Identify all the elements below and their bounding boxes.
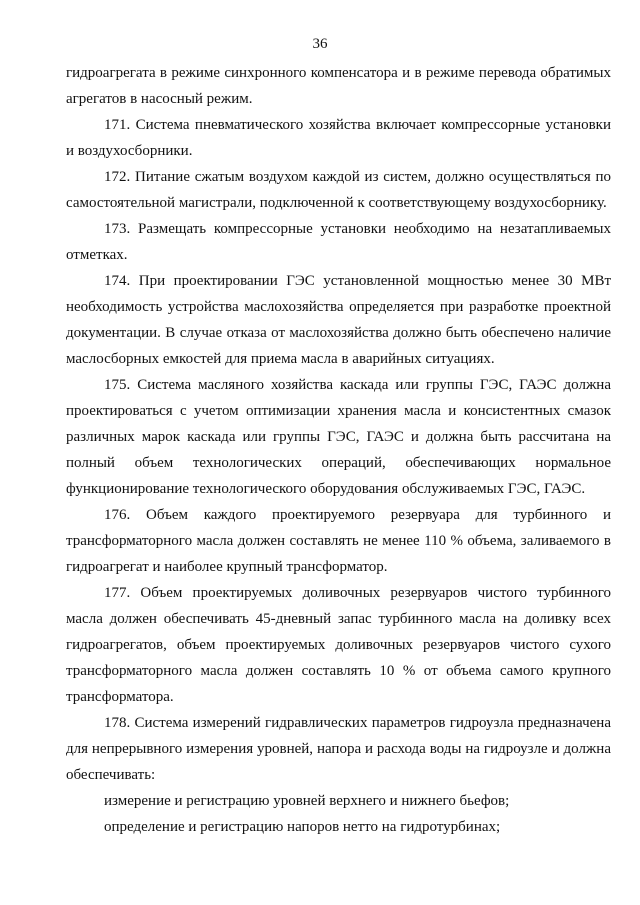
- paragraph-171: 171. Система пневматического хозяйства включает компрессорные установки и воздухосборники.: [66, 117, 611, 159]
- paragraph-175: 175. Система масляного хозяйства каскада или группы ГЭС, ГАЭС должна проектироваться с учетом оптимизации хранения масла и консистентных смазок различных марок каскада или группы ГЭС, ГАЭС и должна быть рассчитана на полный объем технологических операций, обеспечивающих нормальное функционирование технологического оборудования обслуживаемых ГЭС, ГАЭС.: [66, 377, 611, 497]
- paragraph-173: 173. Размещать компрессорные установки необходимо на незатапливаемых отметках.: [66, 221, 611, 263]
- paragraph-176: 176. Объем каждого проектируемого резервуара для турбинного и трансформаторного масла должен составлять не менее 110 % объема, заливаемого в гидроагрегат и наиболее крупный трансформатор.: [66, 507, 611, 575]
- page-number: 36: [312, 36, 328, 52]
- document-body: [66, 60, 611, 840]
- paragraph-177: 177. Объем проектируемых доливочных резервуаров чистого турбинного масла должен обеспечивать 45-дневный запас турбинного масла на доливку всех гидроагрегатов, объем проектируемых доливочных резервуаров чистого сухого трансформаторного масла должен составлять 10 % от объема самого крупного трансформатора.: [66, 585, 611, 705]
- list-item-levels: измерение и регистрацию уровней верхнего и нижнего бьефов;: [104, 793, 510, 809]
- paragraph-178: 178. Система измерений гидравлических параметров гидроузла предназначена для непрерывного измерения уровней, напора и расхода воды на гидроузле и должна обеспечивать:: [66, 715, 611, 783]
- paragraph-172: 172. Питание сжатым воздухом каждой из систем, должно осуществляться по самостоятельной магистрали, подключенной к соответствующему воздухосборнику.: [66, 169, 611, 211]
- paragraph-174: 174. При проектировании ГЭС установленной мощностью менее 30 МВт необходимость устройства маслохозяйства определяется при разработке проектной документации. В случае отказа от маслохозяйства должно быть обеспечено наличие маслосборных емкостей для приема масла в аварийных ситуациях.: [66, 273, 611, 367]
- paragraph-continuation: гидроагрегата в режиме синхронного компенсатора и в режиме перевода обратимых агрегатов в насосный режим.: [66, 65, 611, 107]
- list-item-heads: определение и регистрацию напоров нетто на гидротурбинах;: [104, 819, 501, 835]
